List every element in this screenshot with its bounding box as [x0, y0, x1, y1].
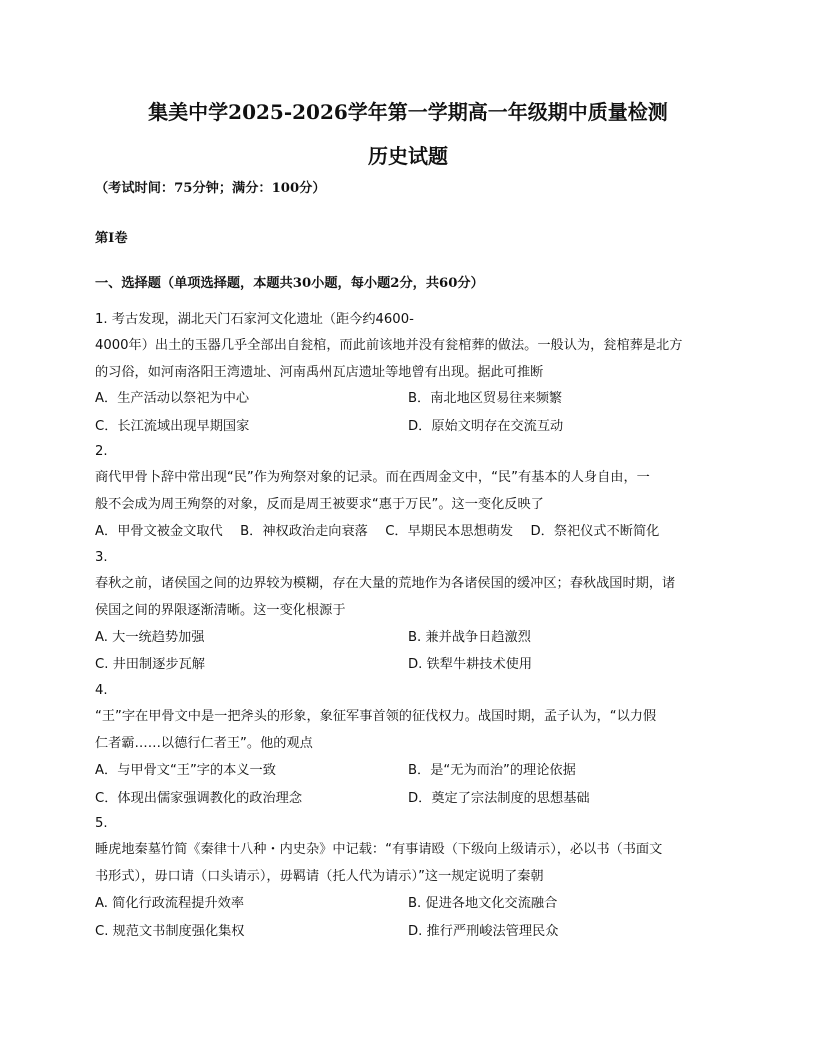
question-3-option-a: A. 大一统趋势加强 [95, 630, 205, 645]
question-4-option-b: B．是“无为而治”的理论依据 [408, 763, 576, 778]
question-5-option-b: B. 促进各地文化交流融合 [408, 896, 558, 911]
question-3-option-d: D. 铁犁牛耕技术使用 [408, 657, 533, 672]
question-1-option-b: B．南北地区贸易往来频繁 [408, 391, 563, 406]
question-4-number: 4. [95, 683, 108, 698]
question-5-line-1: 睡虎地秦墓竹简《秦律十八种・内史杂》中记载：“有事请殴（下级向上级请示），必以书（书面文 [95, 842, 663, 857]
question-1-line-2: 4000年）出土的玉器几乎全部出自瓮棺，而此前该地并没有瓮棺葬的做法。一般认为，瓮棺葬是北方 [95, 338, 683, 353]
question-4-option-a: A．与甲骨文“王”字的本义一致 [95, 763, 276, 778]
question-3-number: 3. [95, 550, 108, 565]
question-3-option-c: C. 井田制逐步瓦解 [95, 657, 205, 672]
question-2-line-2: 般不会成为周王殉祭的对象，反而是周王被要求“惠于万民”。这一变化反映了 [95, 497, 544, 512]
question-1-option-d: D．原始文明存在交流互动 [408, 419, 564, 434]
question-4-line-2: 仁者霸……以德行仁者王”。他的观点 [95, 736, 313, 751]
question-5-number: 5. [95, 816, 108, 831]
section-heading: 一、选择题（单项选择题，本题共30小题，每小题2分，共60分） [95, 276, 484, 291]
exam-subtitle: 历史试题 [368, 144, 448, 168]
question-1-line-1: 1. 考古发现，湖北天门石家河文化遗址（距今约4600- [95, 312, 414, 327]
question-3-line-2: 侯国之间的界限逐渐清晰。这一变化根源于 [95, 603, 346, 618]
question-1-option-a: A．生产活动以祭祀为中心 [95, 391, 250, 406]
question-5-line-2: 书形式），毋口请（口头请示），毋羁请（托人代为请示）”这一规定说明了秦朝 [95, 869, 544, 884]
question-2-number: 2. [95, 444, 108, 459]
question-2-line-1: 商代甲骨卜辞中常出现“民”作为殉祭对象的记录。而在西周金文中，“民”有基本的人身自由，一 [95, 470, 650, 485]
question-2-options: A．甲骨文被金文取代 B．神权政治走向衰落 C．早期民本思想萌发 D．祭祀仪式不断简化 [95, 524, 660, 539]
question-5-option-d: D. 推行严刑峻法管理民众 [408, 924, 559, 939]
volume-label: 第I卷 [95, 231, 128, 246]
question-1-option-c: C．长江流域出现早期国家 [95, 419, 250, 434]
question-5-option-a: A. 简化行政流程提升效率 [95, 896, 245, 911]
question-4-line-1: “王”字在甲骨文中是一把斧头的形象，象征军事首领的征伐权力。战国时期，孟子认为，“以力假 [95, 709, 657, 724]
exam-title: 集美中学2025-2026学年第一学期高一年级期中质量检测 [148, 100, 668, 124]
question-4-option-c: C．体现出儒家强调教化的政治理念 [95, 791, 303, 806]
exam-info: （考试时间：75分钟；满分：100分） [95, 181, 326, 196]
question-1-line-3: 的习俗，如河南洛阳王湾遗址、河南禹州瓦店遗址等地曾有出现。据此可推断 [95, 365, 544, 380]
question-5-option-c: C. 规范文书制度强化集权 [95, 924, 245, 939]
question-4-option-d: D．奠定了宗法制度的思想基础 [408, 791, 590, 806]
question-3-line-1: 春秋之前，诸侯国之间的边界较为模糊，存在大量的荒地作为各诸侯国的缓冲区；春秋战国时期，诸 [95, 576, 676, 591]
question-3-option-b: B. 兼并战争日趋激烈 [408, 630, 531, 645]
